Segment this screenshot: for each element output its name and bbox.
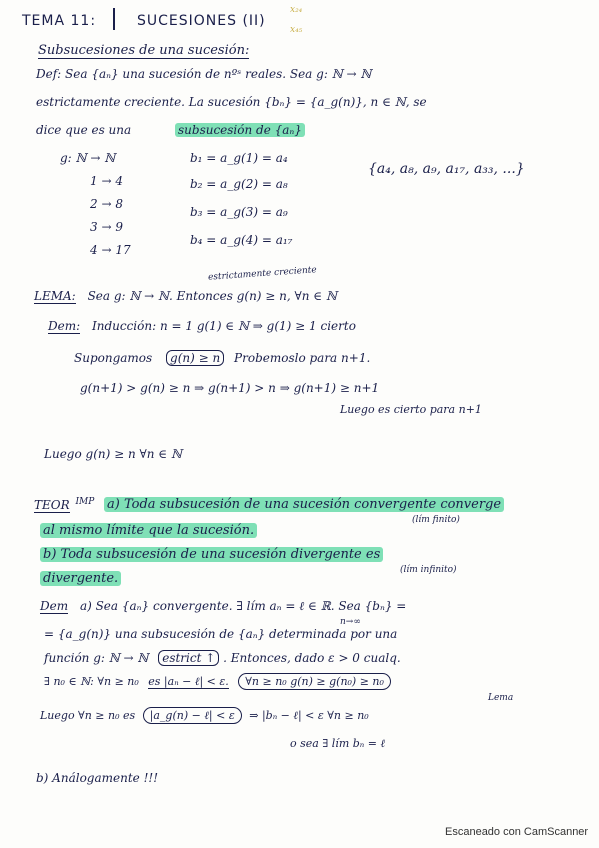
- map-row: 4 → 17: [90, 243, 131, 257]
- hypothesis-box: g(n) ≥ n: [166, 350, 224, 366]
- lema-note: estrictamente creciente: [207, 265, 318, 283]
- definition-line-3: dice que es una subsucesión de {aₙ}: [36, 124, 305, 136]
- imp-mark: IMP: [75, 497, 95, 507]
- teorema-a-line-2: al mismo límite que la sucesión.: [40, 524, 257, 537]
- teorema-b-line-2: divergente.: [40, 572, 121, 585]
- proof-line-2: = {a_g(n)} una subsucesión de {aₙ} determinada por una: [44, 627, 398, 641]
- map-heading: g: ℕ → ℕ: [60, 151, 116, 165]
- b-term: b₃ = a_g(3) = a₉: [190, 205, 288, 219]
- proof-line-1: Dem a) Sea {aₙ} convergente. ∃ lím aₙ = ℓ ∈ ℝ. Sea {bₙ} =: [40, 599, 407, 613]
- page-title: SUCESIONES (II): [137, 13, 266, 29]
- map-row: 3 → 9: [90, 220, 123, 234]
- map-row: 1 → 4: [90, 174, 123, 188]
- lema-proof-line-1: Dem: Inducción: n = 1 g(1) ∈ ℕ ⇒ g(1) ≥ 1 cierto: [48, 319, 356, 333]
- b-term: b₄ = a_g(4) = a₁₇: [190, 233, 293, 247]
- lema-proof-line-4: Luego es cierto para n+1: [340, 403, 482, 416]
- proof-line-4: ∃ n₀ ∈ ℕ: ∀n ≥ n₀ es |aₙ − ℓ| < ε. ∀n ≥ n₀ g(n) ≥ g(n₀) ≥ n₀: [44, 676, 391, 687]
- map-row: 2 → 8: [90, 197, 123, 211]
- corner-note-2: x₄₅: [290, 25, 303, 35]
- lema-conclusion: Luego g(n) ≥ n ∀n ∈ ℕ: [44, 447, 182, 461]
- proof-line-6: o sea ∃ lím bₙ = ℓ: [290, 737, 386, 750]
- section-heading: Subsucesiones de una sucesión:: [38, 43, 250, 58]
- teorema-b-note: (lím infinito): [400, 565, 457, 575]
- lema-label: LEMA:: [34, 289, 76, 303]
- strictly-increasing-box: estrict ↑: [158, 650, 219, 666]
- subsequence-oval: |a_g(n) − ℓ| < ε: [143, 707, 242, 724]
- b-term: b₂ = a_g(2) = a₈: [190, 177, 288, 191]
- teorema-label-line: TEOR $^{IMP}$: [34, 497, 95, 512]
- header-divider: [113, 8, 115, 30]
- teorema-b-line-1: b) Toda subsucesión de una sucesión divergente es: [40, 548, 383, 561]
- subsequence-set: {a₄, a₈, a₉, a₁₇, a₃₃, ...}: [368, 161, 525, 177]
- tema-number: TEMA 11:: [22, 13, 97, 29]
- scanner-watermark: Escaneado con CamScanner: [445, 826, 589, 838]
- lema-application-oval: ∀n ≥ n₀ g(n) ≥ g(n₀) ≥ n₀: [238, 673, 391, 690]
- teorema-a-note: (lím finito): [412, 515, 460, 525]
- definition-line-2: estrictamente creciente. La sucesión {bₙ} = {a_g(n)}, n ∈ ℕ, se: [36, 95, 427, 109]
- lema-proof-line-2: Supongamos g(n) ≥ n Probemoslo para n+1.: [74, 351, 371, 365]
- corner-note-1: x₂₄: [290, 5, 303, 15]
- proof-line-5: Luego ∀n ≥ n₀ es |a_g(n) − ℓ| < ε ⇒ |bₙ − ℓ| < ε ∀n ≥ n₀: [40, 709, 369, 722]
- proof-line-7: b) Análogamente !!!: [36, 771, 159, 785]
- teorema-a-line-1: a) Toda subsucesión de una sucesión convergente converge: [104, 498, 504, 511]
- definition-line-1: Def: Sea {aₙ} una sucesión de nºˢ reales. Sea g: ℕ → ℕ: [36, 67, 372, 81]
- lema-line: LEMA: Sea g: ℕ → ℕ. Entonces g(n) ≥ n, ∀n ∈ ℕ: [34, 289, 337, 303]
- lema-tag: Lema: [488, 693, 514, 703]
- limit-subscript: n→∞: [340, 617, 361, 627]
- proof-line-3: función g: ℕ → ℕ estrict ↑ . Entonces, dado ε > 0 cualq.: [44, 651, 401, 665]
- proof-label: Dem: [40, 599, 69, 613]
- lema-proof-line-3: g(n+1) > g(n) ≥ n ⇒ g(n+1) > n ⇒ g(n+1) ≥ n+1: [80, 381, 380, 395]
- highlight-subsucesion: subsucesión de {aₙ}: [175, 123, 305, 137]
- b-term: b₁ = a_g(1) = a₄: [190, 151, 288, 165]
